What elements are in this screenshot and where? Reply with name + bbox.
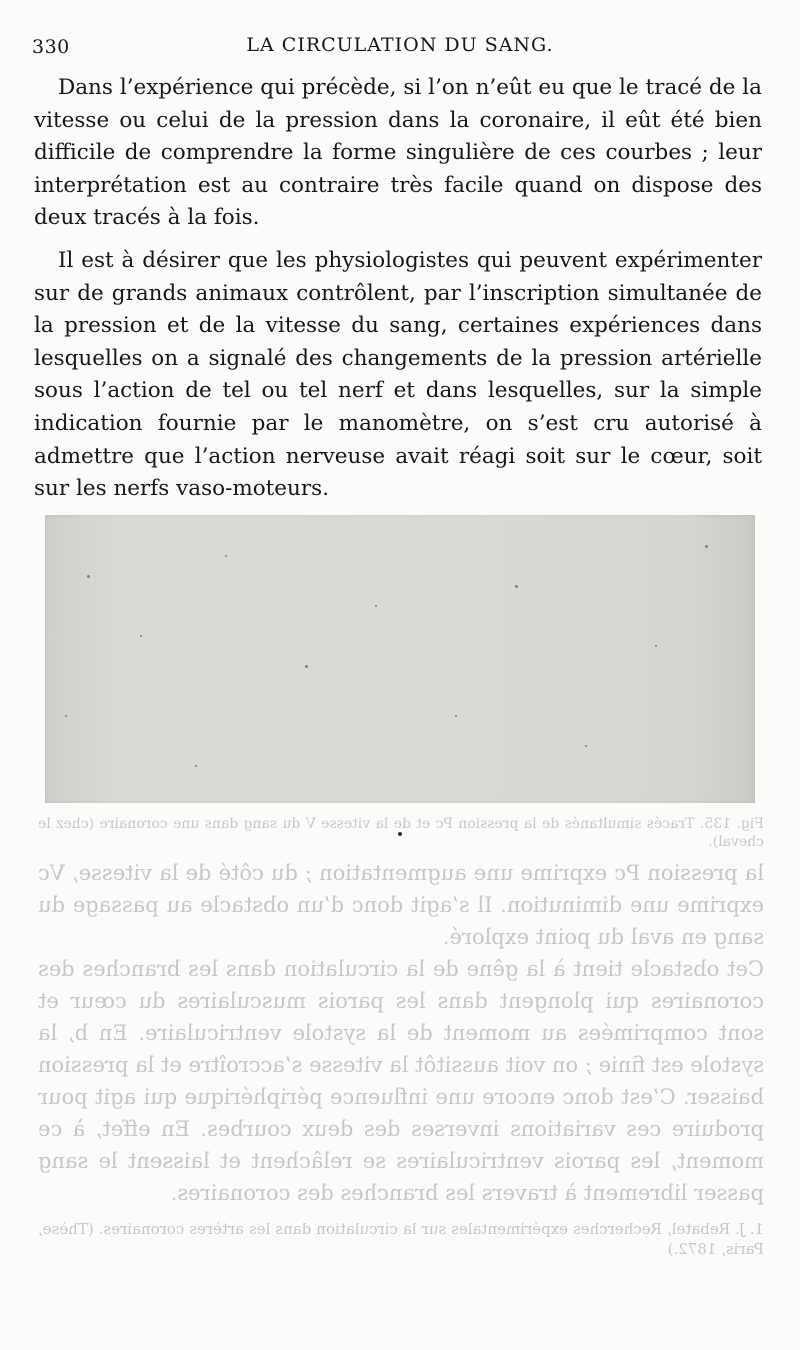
page-number: 330: [32, 36, 70, 58]
show-through-caption: Fig. 135. Tracés simultanés de la pression Pc et de la vitesse V du sang dans une coronaire (chez le cheval).: [38, 816, 764, 850]
plate-speck: [65, 715, 67, 717]
plate-speck: [305, 665, 308, 668]
running-title: LA CIRCULATION DU SANG.: [246, 34, 554, 56]
show-through-paragraph-2: Cet obstacle tient à la gêne de la circulation dans les branches des coronaires qui plongent dans les parois musculaires du cœur et sont comprimées au moment de la systole ventriculaire. En b, la systole est finie ; on voit aussitôt la vitesse s’accroître et la pression baisser. C’est donc encore une influence périphérique qui agit pour produire ces variations inverses des deux courbes. En effet, à ce moment, les parois ventriculaires se relâchent et laissent le sang passer librement à travers les branches des coronaires.: [38, 957, 764, 1205]
figure-plate: [45, 515, 755, 803]
show-through-text: [38, 815, 764, 1259]
show-through-paragraph-1: la pression Pc exprime une augmentation ; du côté de la vitesse, Vc exprime une diminution. Il s’agit donc d’un obstacle au passage du sang en aval du point exploré.: [38, 861, 764, 949]
plate-speck: [705, 545, 708, 548]
plate-speck: [585, 745, 587, 747]
body-text: [34, 72, 762, 516]
paragraph-1: Dans l’expérience qui précède, si l’on n’eût eu que le tracé de la vitesse ou celui de la pression dans la coronaire, il eût été bien difficile de comprendre la forme singulière de ces courbes ; leur interprétation est au contraire très facile quand on dispose des deux tracés à la fois.: [34, 75, 762, 231]
plate-speck: [87, 575, 90, 578]
plate-speck: [515, 585, 518, 588]
show-through-footnote: 1. J. Rebatel, Recherches expérimentales sur la circulation dans les artères coronaires. (Thèse, Paris, 1872.): [38, 1220, 764, 1258]
plate-speck: [375, 605, 377, 607]
plate-speck: [655, 645, 657, 647]
plate-speck: [455, 715, 457, 717]
plate-speck: [225, 555, 227, 557]
plate-speck: [140, 635, 142, 637]
plate-speck: [195, 765, 197, 767]
paragraph-2: Il est à désirer que les physiologistes qui peuvent expérimenter sur de grands animaux contrôlent, par l’inscription simultanée de la pression et de la vitesse du sang, certaines expériences dans lesquelles on a signalé des changements de la pression artérielle sous l’action de tel ou tel nerf et dans lesquelles, sur la simple indication fournie par le manomètre, on s’est cru autorisé à admettre que l’action nerveuse avait réagi soit sur le cœur, soit sur les nerfs vaso-moteurs.: [34, 247, 762, 502]
running-head: [30, 34, 770, 58]
